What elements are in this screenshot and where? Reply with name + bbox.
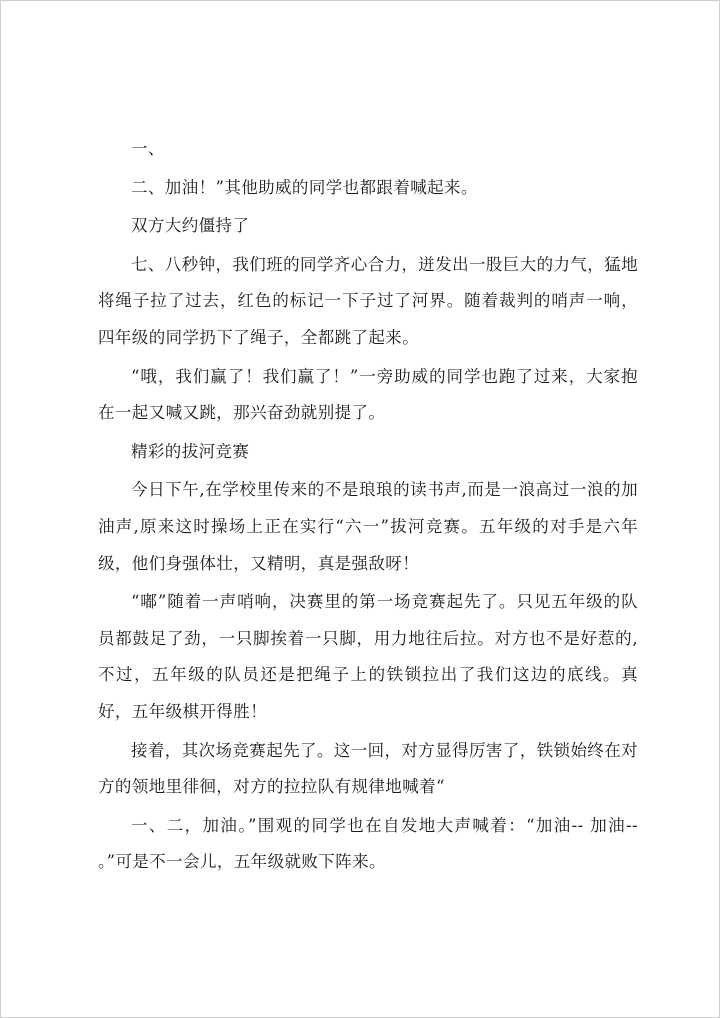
paragraph: 双方大约僵持了	[131, 216, 250, 236]
paragraph: 二、加油！”其他助威的同学也都跟着喊起来。	[131, 177, 478, 197]
document-body	[98, 131, 638, 881]
section-heading: 精彩的拔河竞赛	[131, 441, 250, 461]
paragraph: 接着，其次场竞赛起先了。这一回，对方显得厉害了，铁锁始终在对方的领地里徘徊，对方的拉拉队有规律地喊着“	[98, 740, 638, 797]
paragraph: 今日下午,在学校里传来的不是琅琅的读书声,而是一浪高过一浪的加油声,原来这时操场上正在实行“六一”拔河竞赛。五年级的对手是六年级，他们身强体壮，又精明，真是强敌呀！	[98, 480, 638, 573]
paragraph: “嘟”随着一声哨响，决赛里的第一场竞赛起先了。只见五年级的队员都鼓足了劲，一只脚挨着一只脚，用力地往后拉。对方也不是好惹的,不过，五年级的队员还是把绳子上的铁锁拉出了我们这边的底线。真好，五年级棋开得胜！	[98, 592, 638, 721]
paragraph: 七、八秒钟，我们班的同学齐心合力，迸发出一股巨大的力气，猛地将绳子拉了过去，红色的标记一下子过了河界。随着裁判的哨声一响，四年级的同学扔下了绳子，全都跳了起来。	[98, 254, 638, 347]
paragraph: 一、	[131, 139, 165, 158]
paragraph: “哦，我们赢了！我们赢了！”一旁助威的同学也跑了过来，大家抱在一起又喊又跳，那兴奋劲就别提了。	[98, 366, 638, 423]
paragraph: 一、二，加油。”围观的同学也在自发地大声喊着：“加油-- 加油-- 。”可是不一会儿，五年级就败下阵来。	[98, 815, 638, 872]
